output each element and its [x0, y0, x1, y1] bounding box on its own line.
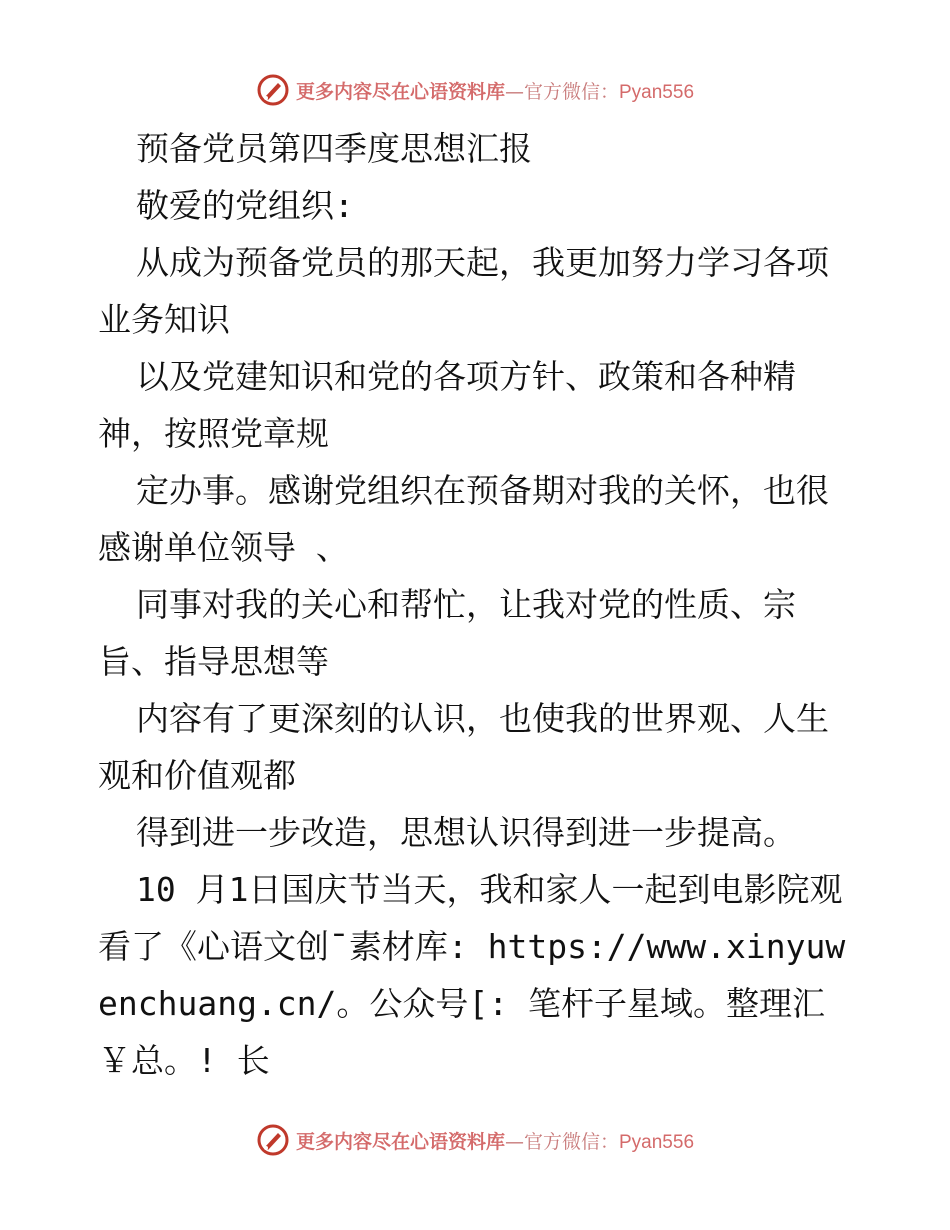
body-line-3: 定办事。感谢党组织在预备期对我的关怀，也很感谢单位领导 、 — [98, 471, 829, 567]
document-title: 预备党员第四季度思想汇报 — [136, 129, 532, 168]
header-banner — [0, 70, 950, 110]
banner-wechat-id: Pyan556 — [619, 81, 695, 103]
banner-bold-text: 更多内容尽在心语资料库 — [295, 80, 505, 103]
body-line-6: 得到进一步改造，思想认识得到进一步提高。 — [136, 813, 796, 852]
footer-banner — [0, 1120, 950, 1160]
body-line-1: 从成为预备党员的那天起，我更加努力学习各项业务知识 — [98, 243, 829, 339]
banner-plain-text: —官方微信： — [504, 1130, 619, 1153]
body-line-4: 同事对我的关心和帮忙，让我对党的性质、宗旨、指导思想等 — [98, 585, 796, 681]
pen-seal-logo-icon — [256, 73, 290, 107]
banner-wechat-id: Pyan556 — [619, 1131, 695, 1153]
body-line-7: 10 月1日国庆节当天，我和家人一起到电影院观看了《心语文创¯素材库: https://www.xinyuwenchuang.cn/。公众号[: 笔杆子星域。整理汇￥总。! 长 — [98, 870, 846, 1080]
banner-text — [296, 1127, 694, 1154]
banner-plain-text: —官方微信： — [504, 80, 619, 103]
pen-seal-logo-icon — [256, 1123, 290, 1157]
document-body — [98, 120, 858, 1089]
salutation: 敬爱的党组织: — [136, 186, 354, 225]
body-line-5: 内容有了更深刻的认识，也使我的世界观、人生观和价值观都 — [98, 699, 829, 795]
banner-bold-text: 更多内容尽在心语资料库 — [295, 1130, 505, 1153]
body-line-2: 以及党建知识和党的各项方针、政策和各种精神，按照党章规 — [98, 357, 796, 453]
banner-text — [296, 77, 694, 104]
